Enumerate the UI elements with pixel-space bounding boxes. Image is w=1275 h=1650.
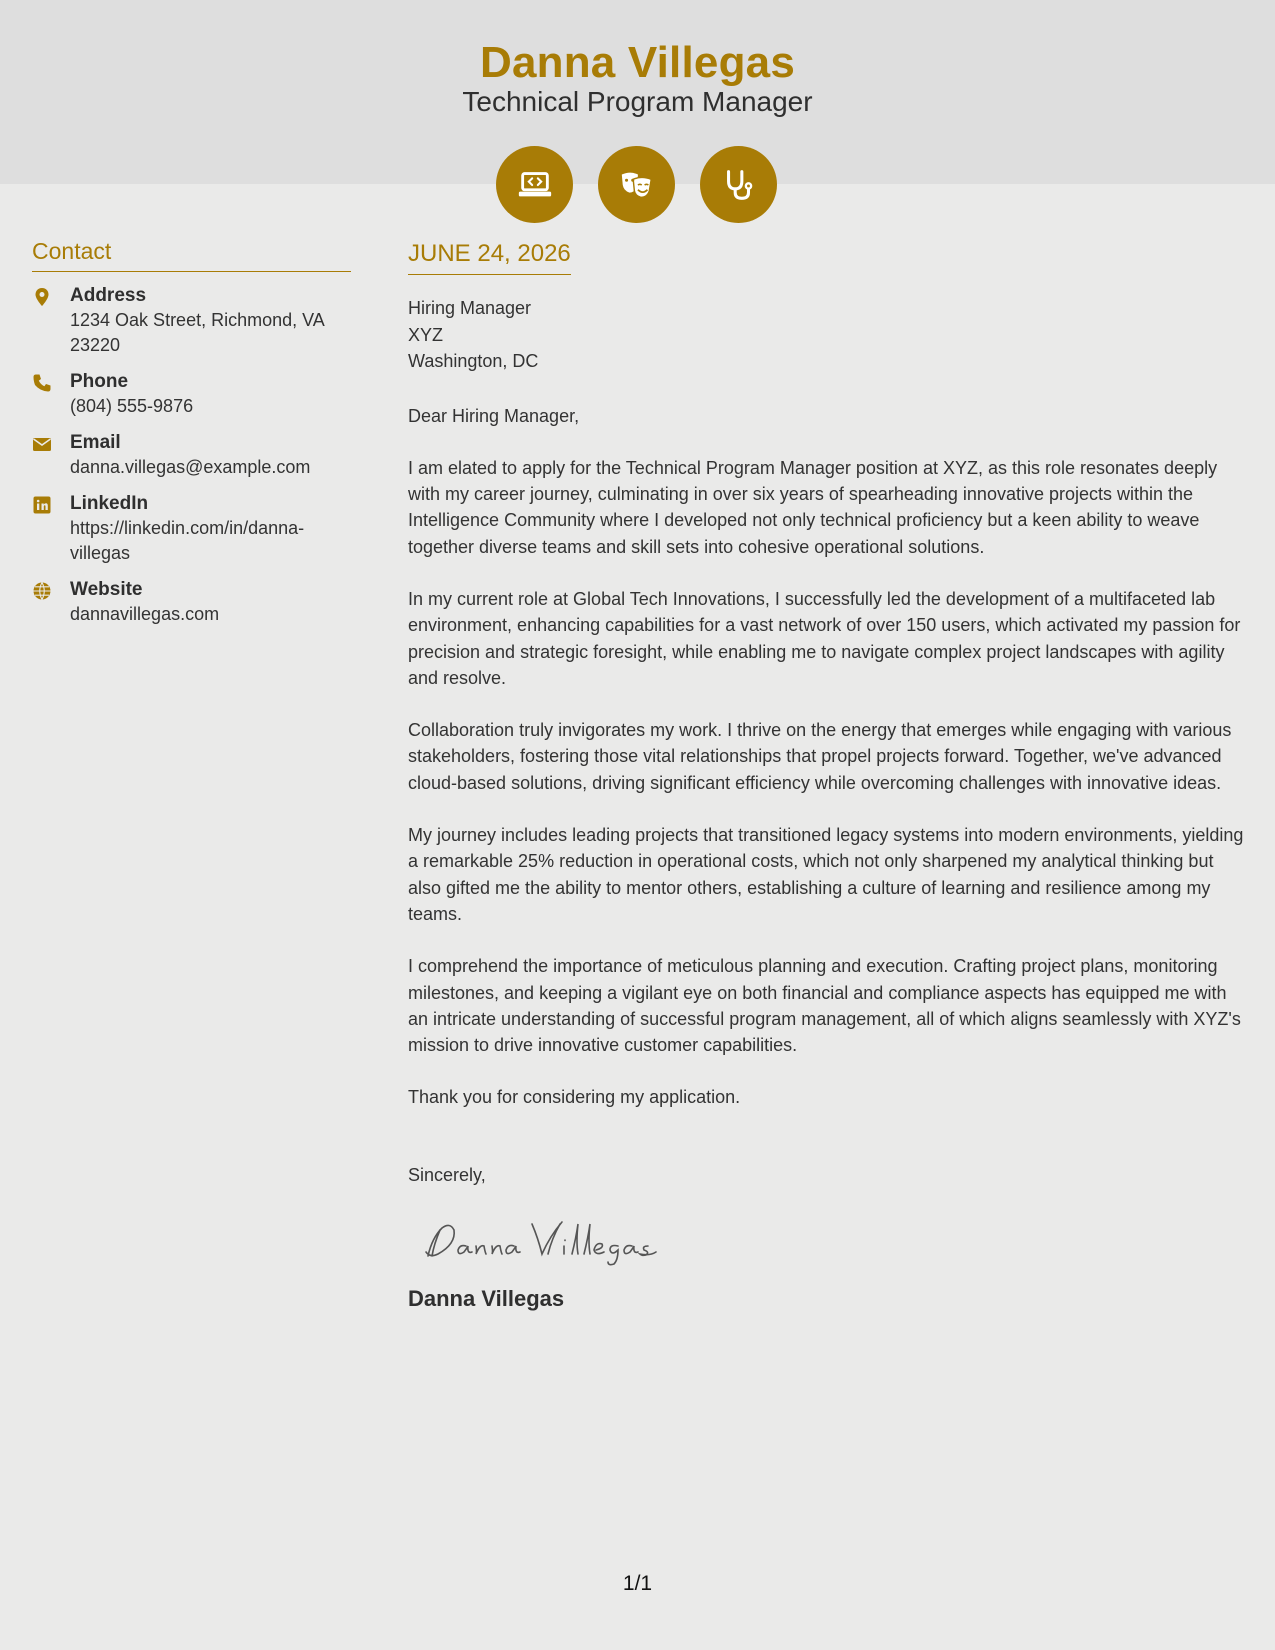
signer-name: Danna Villegas [408,1285,565,1311]
recipient-name: Hiring Manager [408,298,532,318]
contact-email [32,431,351,480]
recipient-location: Washington, DC [408,351,539,371]
paragraph: Thank you for considering my application. [408,1087,741,1108]
theater-masks-icon [598,146,675,223]
contact-address [32,284,351,358]
interest-icons [496,146,777,223]
linkedin-label: LinkedIn [70,493,149,514]
globe-icon [32,578,70,627]
phone-label: Phone [70,371,129,392]
contact-linkedin [32,492,351,566]
website-value[interactable]: dannavillegas.com [70,604,220,624]
paragraph: I am elated to apply for the Technical Program Manager position at XYZ, as this role resonates deeply with my career journey, culminating in over six years of spearheading innovative projects within the Intelligence Community where I developed not only technical proficiency but a keen ability to weave together diverse teams and skill sets into cohesive operational solutions. [408,457,1218,557]
paragraph: My journey includes leading projects that transitioned legacy systems into modern environments, yielding a remarkable 25% reduction in operational costs, which not only sharpened my analytical thinking but also gifted me the ability to mentor others, establishing a culture of learning and resilience among my teams. [408,825,1244,924]
linkedin-value[interactable]: https://linkedin.com/in/danna-villegas [70,518,305,563]
paragraph: Collaboration truly invigorates my work. I thrive on the energy that emerges while engaging with various stakeholders, fostering those vital relationships that propel projects forward. Together, we've advanced cloud-based solutions, driving significant efficiency while overcoming challenges with innovative ideas. [408,720,1232,793]
handwritten-signature [420,1208,1250,1268]
contact-phone [32,370,351,419]
recipient-block [408,295,1250,375]
contact-section [32,238,351,627]
paragraph: In my current role at Global Tech Innovations, I successfully led the development of a multifaceted lab environment, enhancing capabilities for a vast network of over 150 users, which activated my passion for precision and strategic foresight, while enabling me to navigate complex project landscapes with agility and resolve. [408,588,1241,688]
stethoscope-icon [700,146,777,223]
page-number: 1/1 [622,1572,653,1595]
laptop-code-icon [496,146,573,223]
letter-date: JUNE 24, 2026 [408,240,571,275]
email-value[interactable]: danna.villegas@example.com [70,457,311,477]
linkedin-icon [32,492,70,566]
envelope-icon [32,431,70,480]
letter-body [408,240,1250,1312]
salutation: Dear Hiring Manager, [408,405,580,426]
email-label: Email [70,432,121,453]
map-pin-icon [32,284,70,358]
phone-icon [32,370,70,419]
phone-value: (804) 555-9876 [70,396,194,416]
website-label: Website [70,579,143,600]
address-value: 1234 Oak Street, Richmond, VA 23220 [70,310,324,355]
contact-heading: Contact [32,238,351,272]
recipient-company: XYZ [408,324,444,345]
contact-website [32,578,351,627]
applicant-name: Danna Villegas [479,38,795,87]
address-label: Address [70,285,147,306]
paragraph: I comprehend the importance of meticulous planning and execution. Crafting project plans, monitoring milestones, and keeping a vigilant eye on both financial and compliance aspects has equipped me with an intricate understanding of successful program management, all of which aligns seamlessly with XYZ's mission to drive innovative customer capabilities. [408,956,1241,1056]
closing: Sincerely, [408,1164,486,1185]
applicant-title: Technical Program Manager [462,86,813,117]
